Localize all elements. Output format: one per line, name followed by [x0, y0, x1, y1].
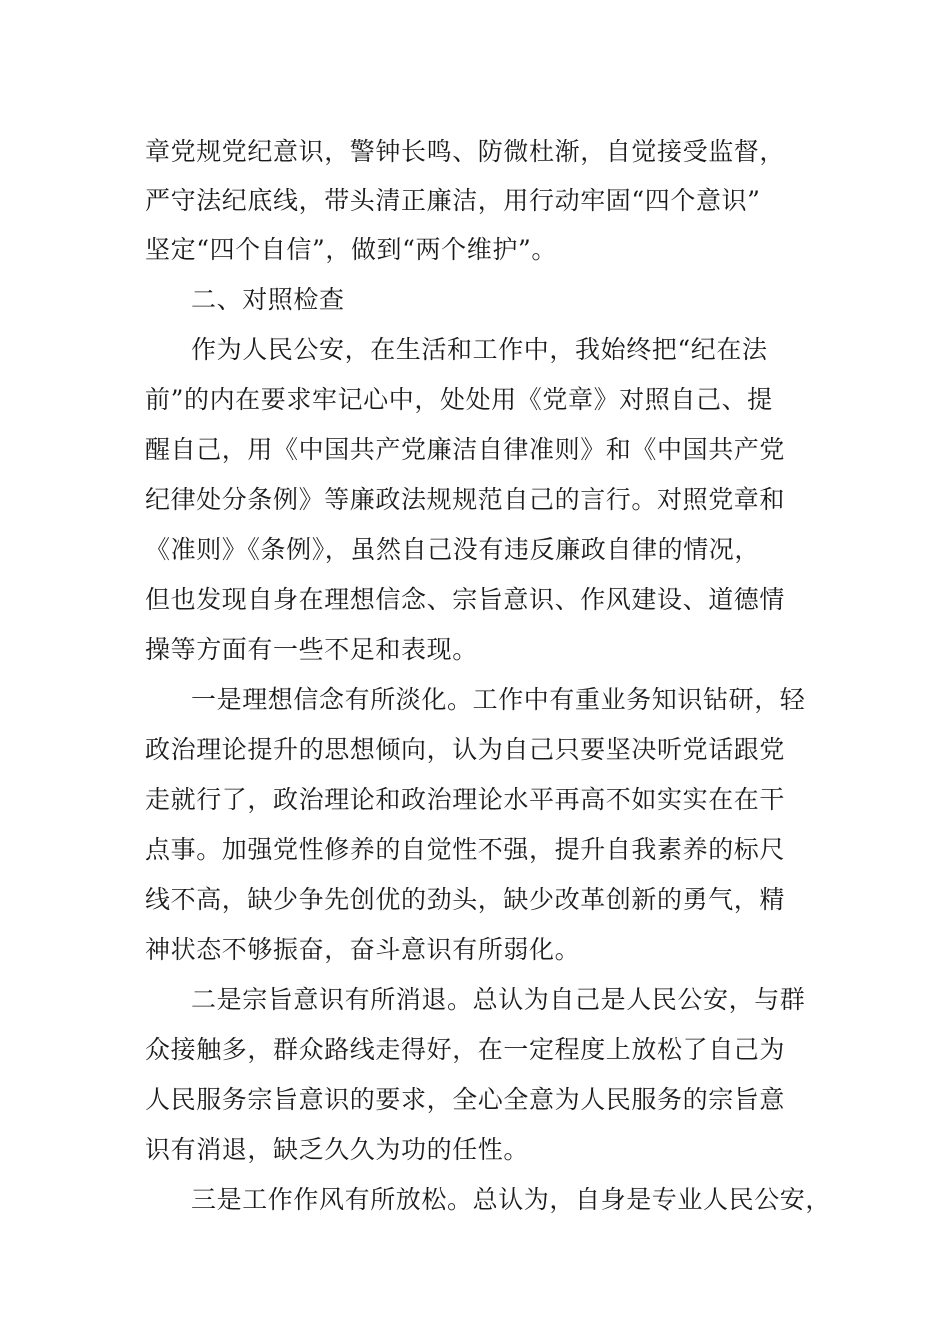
text-line: 线不高，缺少争先创优的劲头，缺少改革创新的勇气，精 [145, 885, 786, 914]
section-heading: 二、对照检查 [191, 285, 345, 314]
text-line: 神状态不够振奋，奋斗意识有所弱化。 [145, 935, 581, 964]
text-line: 三是工作作风有所放松。总认为，自身是专业人民公安， [191, 1185, 832, 1214]
text-line: 但也发现自身在理想信念、宗旨意识、作风建设、道德情 [145, 585, 786, 614]
text-line: 醒自己，用《中国共产党廉洁自律准则》和《中国共产党 [145, 435, 786, 464]
text-line: 一是理想信念有所淡化。工作中有重业务知识钻研，轻 [191, 685, 806, 714]
text-line: 二是宗旨意识有所消退。总认为自己是人民公安，与群 [191, 985, 806, 1014]
text-line: 操等方面有一些不足和表现。 [145, 635, 478, 664]
text-line: 识有消退，缺乏久久为功的任性。 [145, 1135, 530, 1164]
text-line: 政治理论提升的思想倾向，认为自己只要坚决听党话跟党 [145, 735, 786, 764]
text-line: 前”的内在要求牢记心中，处处用《党章》对照自己、提 [145, 385, 773, 414]
text-line: 点事。加强党性修养的自觉性不强，提升自我素养的标尺 [145, 835, 786, 864]
text-line: 章党规党纪意识，警钟长鸣、防微杜渐，自觉接受监督， [145, 137, 786, 166]
text-line: 严守法纪底线，带头清正廉洁，用行动牢固“四个意识” [145, 186, 761, 215]
text-line: 坚定“四个自信”，做到“两个维护”。 [145, 235, 557, 264]
text-line: 走就行了，政治理论和政治理论水平再高不如实实在在干 [145, 785, 786, 814]
text-line: 众接触多，群众路线走得好，在一定程度上放松了自己为 [145, 1035, 786, 1064]
text-line: 纪律处分条例》等廉政法规规范自己的言行。对照党章和 [145, 485, 786, 514]
text-line: 《准则》《条例》，虽然自己没有违反廉政自律的情况， [145, 535, 761, 564]
text-line: 人民服务宗旨意识的要求，全心全意为人民服务的宗旨意 [145, 1085, 786, 1114]
text-line: 作为人民公安，在生活和工作中，我始终把“纪在法 [191, 335, 768, 364]
